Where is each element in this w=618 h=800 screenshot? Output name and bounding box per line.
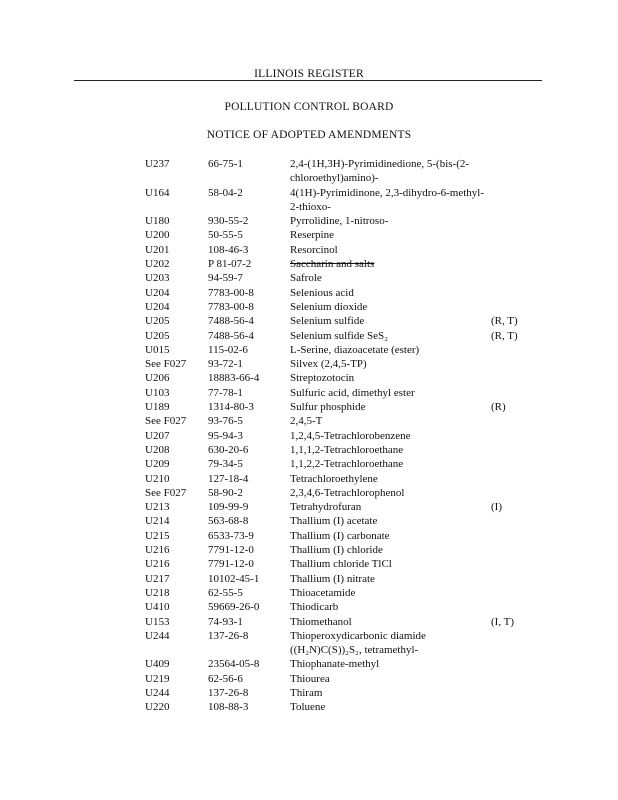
table-row: [145, 629, 535, 658]
cas-number: 109-99-9: [208, 501, 249, 514]
cas-number: 93-76-5: [208, 415, 243, 428]
substance-name: Thallium (I) nitrate: [290, 572, 375, 585]
substance-name: Selenium dioxide: [290, 300, 368, 313]
table-row: [145, 500, 535, 514]
waste-code: U218: [145, 586, 170, 599]
hazard-code: (R, T): [491, 315, 518, 328]
table-row: [145, 686, 535, 700]
waste-code: U215: [145, 529, 170, 542]
waste-code: U237: [145, 158, 170, 170]
table-row: [145, 457, 535, 471]
cas-number: 94-59-7: [208, 272, 243, 285]
substance-name: Safrole: [290, 272, 322, 285]
board-title: POLLUTION CONTROL BOARD: [224, 101, 394, 113]
cas-number: 108-88-3: [208, 701, 249, 714]
cas-number: P 81-07-2: [208, 258, 252, 271]
table-row: [145, 257, 535, 271]
table-row: [145, 615, 535, 629]
cas-number: 7488-56-4: [208, 329, 254, 342]
table-row: [145, 586, 535, 600]
cas-number: 74-93-1: [208, 615, 243, 628]
waste-code: U208: [145, 443, 170, 456]
waste-code: U201: [145, 243, 170, 256]
substance-name: Thioperoxydicarbonic diamide ((H₂N)C(S))₂S₂, tetramethyl-: [290, 629, 426, 657]
table-row: [145, 672, 535, 686]
substance-name: Reserpine: [290, 229, 334, 242]
substance-name: Thioacetamide: [290, 586, 356, 599]
cas-number: 93-72-1: [208, 358, 243, 371]
waste-code-table: [145, 157, 535, 715]
substance-name: 1,2,4,5-Tetrachlorobenzene: [290, 429, 411, 442]
table-row: [145, 414, 535, 428]
waste-code: U216: [145, 558, 170, 571]
table-row: [145, 286, 535, 300]
substance-name: Thallium (I) carbonate: [290, 529, 390, 542]
waste-code: U219: [145, 672, 170, 685]
cas-number: 95-94-3: [208, 429, 243, 442]
waste-code: U244: [145, 686, 170, 699]
waste-code: U210: [145, 472, 170, 485]
substance-name: Thiourea: [290, 672, 330, 685]
table-row: [145, 514, 535, 528]
waste-code: U164: [145, 186, 170, 199]
cas-number: 630-20-6: [208, 443, 249, 456]
cas-number: 115-02-6: [208, 343, 248, 356]
substance-name: Tetrachloroethylene: [290, 472, 378, 485]
cas-number: 127-18-4: [208, 472, 249, 485]
table-row: [145, 228, 535, 242]
cas-number: 66-75-1: [208, 158, 243, 170]
substance-name: Resorcinol: [290, 243, 338, 256]
substance-name: 2,4,5-T: [290, 415, 323, 428]
waste-code: See F027: [145, 358, 187, 371]
waste-code: U153: [145, 615, 170, 628]
table-row: [145, 443, 535, 457]
cas-number: 7488-56-4: [208, 315, 254, 328]
substance-name: Selenium sulfide SeS₂: [290, 329, 388, 342]
table-row: [145, 386, 535, 400]
waste-code: U206: [145, 372, 170, 385]
waste-code: U205: [145, 329, 170, 342]
waste-code: U244: [145, 629, 170, 642]
substance-name: Streptozotocin: [290, 372, 355, 385]
table-row: [145, 214, 535, 228]
waste-code: U180: [145, 215, 170, 228]
table-row: [145, 429, 535, 443]
waste-code: See F027: [145, 415, 187, 428]
substance-name: 1,1,2,2-Tetrachloroethane: [290, 458, 404, 471]
cas-number: 1314-80-3: [208, 401, 254, 414]
cas-number: 58-90-2: [208, 486, 243, 499]
cas-number: 7783-00-8: [208, 300, 254, 313]
substance-name: Sulfur phosphide: [290, 401, 366, 414]
cas-number: 10102-45-1: [208, 572, 260, 585]
cas-number: 7783-00-8: [208, 286, 254, 299]
substance-name: Thallium (I) chloride: [290, 544, 383, 557]
table-row: [145, 300, 535, 314]
substance-name: 2,3,4,6-Tetrachlorophenol: [290, 486, 405, 499]
cas-number: 62-56-6: [208, 672, 243, 685]
cas-number: 58-04-2: [208, 186, 243, 199]
cas-number: 62-55-5: [208, 586, 243, 599]
waste-code: U203: [145, 272, 170, 285]
cas-number: 79-34-5: [208, 458, 243, 471]
table-row: [145, 529, 535, 543]
waste-code: U216: [145, 544, 170, 557]
substance-name: Tetrahydrofuran: [290, 501, 362, 514]
table-row: [145, 271, 535, 285]
substance-name: Toluene: [290, 701, 326, 714]
waste-code: U189: [145, 401, 170, 414]
table-row: [145, 329, 535, 343]
waste-code: U200: [145, 229, 170, 242]
waste-code: U207: [145, 429, 170, 442]
waste-code: U202: [145, 258, 170, 271]
waste-code: See F027: [145, 486, 187, 499]
waste-code: U209: [145, 458, 170, 471]
hazard-code: (R, T): [491, 329, 518, 342]
cas-number: 59669-26-0: [208, 601, 260, 614]
register-title: ILLINOIS REGISTER: [254, 68, 364, 80]
substance-name: Thallium chloride TlCl: [290, 558, 392, 571]
table-row: [145, 486, 535, 500]
substance-name: Silvex (2,4,5-TP): [290, 358, 367, 371]
table-row: [145, 572, 535, 586]
substance-name: Thiodicarb: [290, 601, 339, 614]
cas-number: 930-55-2: [208, 215, 249, 228]
table-row: [145, 472, 535, 486]
cas-number: 6533-73-9: [208, 529, 254, 542]
cas-number: 563-68-8: [208, 515, 249, 528]
table-row: [145, 243, 535, 257]
cas-number: 77-78-1: [208, 386, 243, 399]
cas-number: 7791-12-0: [208, 558, 254, 571]
hazard-code: (I, T): [491, 615, 515, 628]
substance-name: Thiomethanol: [290, 615, 352, 628]
substance-name: 2,4-(1H,3H)-Pyrimidinedione, 5-(bis-(2-chloroethyl)amino)-: [290, 158, 470, 185]
cas-number: 18883-66-4: [208, 372, 260, 385]
waste-code: U410: [145, 601, 170, 614]
waste-code: U015: [145, 343, 170, 356]
table-row: [145, 371, 535, 385]
table-row: [145, 657, 535, 671]
substance-name: Thallium (I) acetate: [290, 515, 378, 528]
substance-name: 1,1,1,2-Tetrachloroethane: [290, 443, 404, 456]
substance-name: Pyrrolidine, 1-nitroso-: [290, 215, 389, 228]
table-row: [145, 400, 535, 414]
cas-number: 50-55-5: [208, 229, 243, 242]
table-row: [145, 700, 535, 714]
substance-name: L-Serine, diazoacetate (ester): [290, 343, 420, 356]
hazard-code: (R): [491, 401, 506, 414]
table-row: [145, 543, 535, 557]
substance-name: Thiophanate-methyl: [290, 658, 380, 671]
cas-number: 137-26-8: [208, 686, 249, 699]
waste-code: U217: [145, 572, 170, 585]
cas-number: 23564-05-8: [208, 658, 260, 671]
hazard-code: (I): [491, 501, 502, 514]
waste-code: U204: [145, 300, 170, 313]
substance-name: Thiram: [290, 686, 323, 699]
waste-code: U220: [145, 701, 170, 714]
waste-code: U205: [145, 315, 170, 328]
substance-name: 4(1H)-Pyrimidinone, 2,3-dihydro-6-methyl-2-thioxo-: [290, 186, 484, 213]
table-row: [145, 557, 535, 571]
table-row: [145, 600, 535, 614]
waste-code: U103: [145, 386, 170, 399]
table-row: [145, 157, 535, 186]
substance-name: Selenious acid: [290, 286, 354, 299]
notice-title: NOTICE OF ADOPTED AMENDMENTS: [206, 129, 412, 141]
table-row: [145, 314, 535, 328]
table-row: [145, 357, 535, 371]
table-row: [145, 343, 535, 357]
substance-name: Sulfuric acid, dimethyl ester: [290, 386, 415, 399]
waste-code: U213: [145, 501, 170, 514]
cas-number: 137-26-8: [208, 629, 249, 642]
waste-code: U204: [145, 286, 170, 299]
waste-code: U214: [145, 515, 170, 528]
waste-code: U409: [145, 658, 170, 671]
cas-number: 108-46-3: [208, 243, 249, 256]
cas-number: 7791-12-0: [208, 544, 254, 557]
header-rule: [74, 80, 542, 81]
substance-name: Saccharin and salts: [290, 258, 375, 271]
table-row: [145, 186, 535, 215]
substance-name: Selenium sulfide: [290, 315, 365, 328]
